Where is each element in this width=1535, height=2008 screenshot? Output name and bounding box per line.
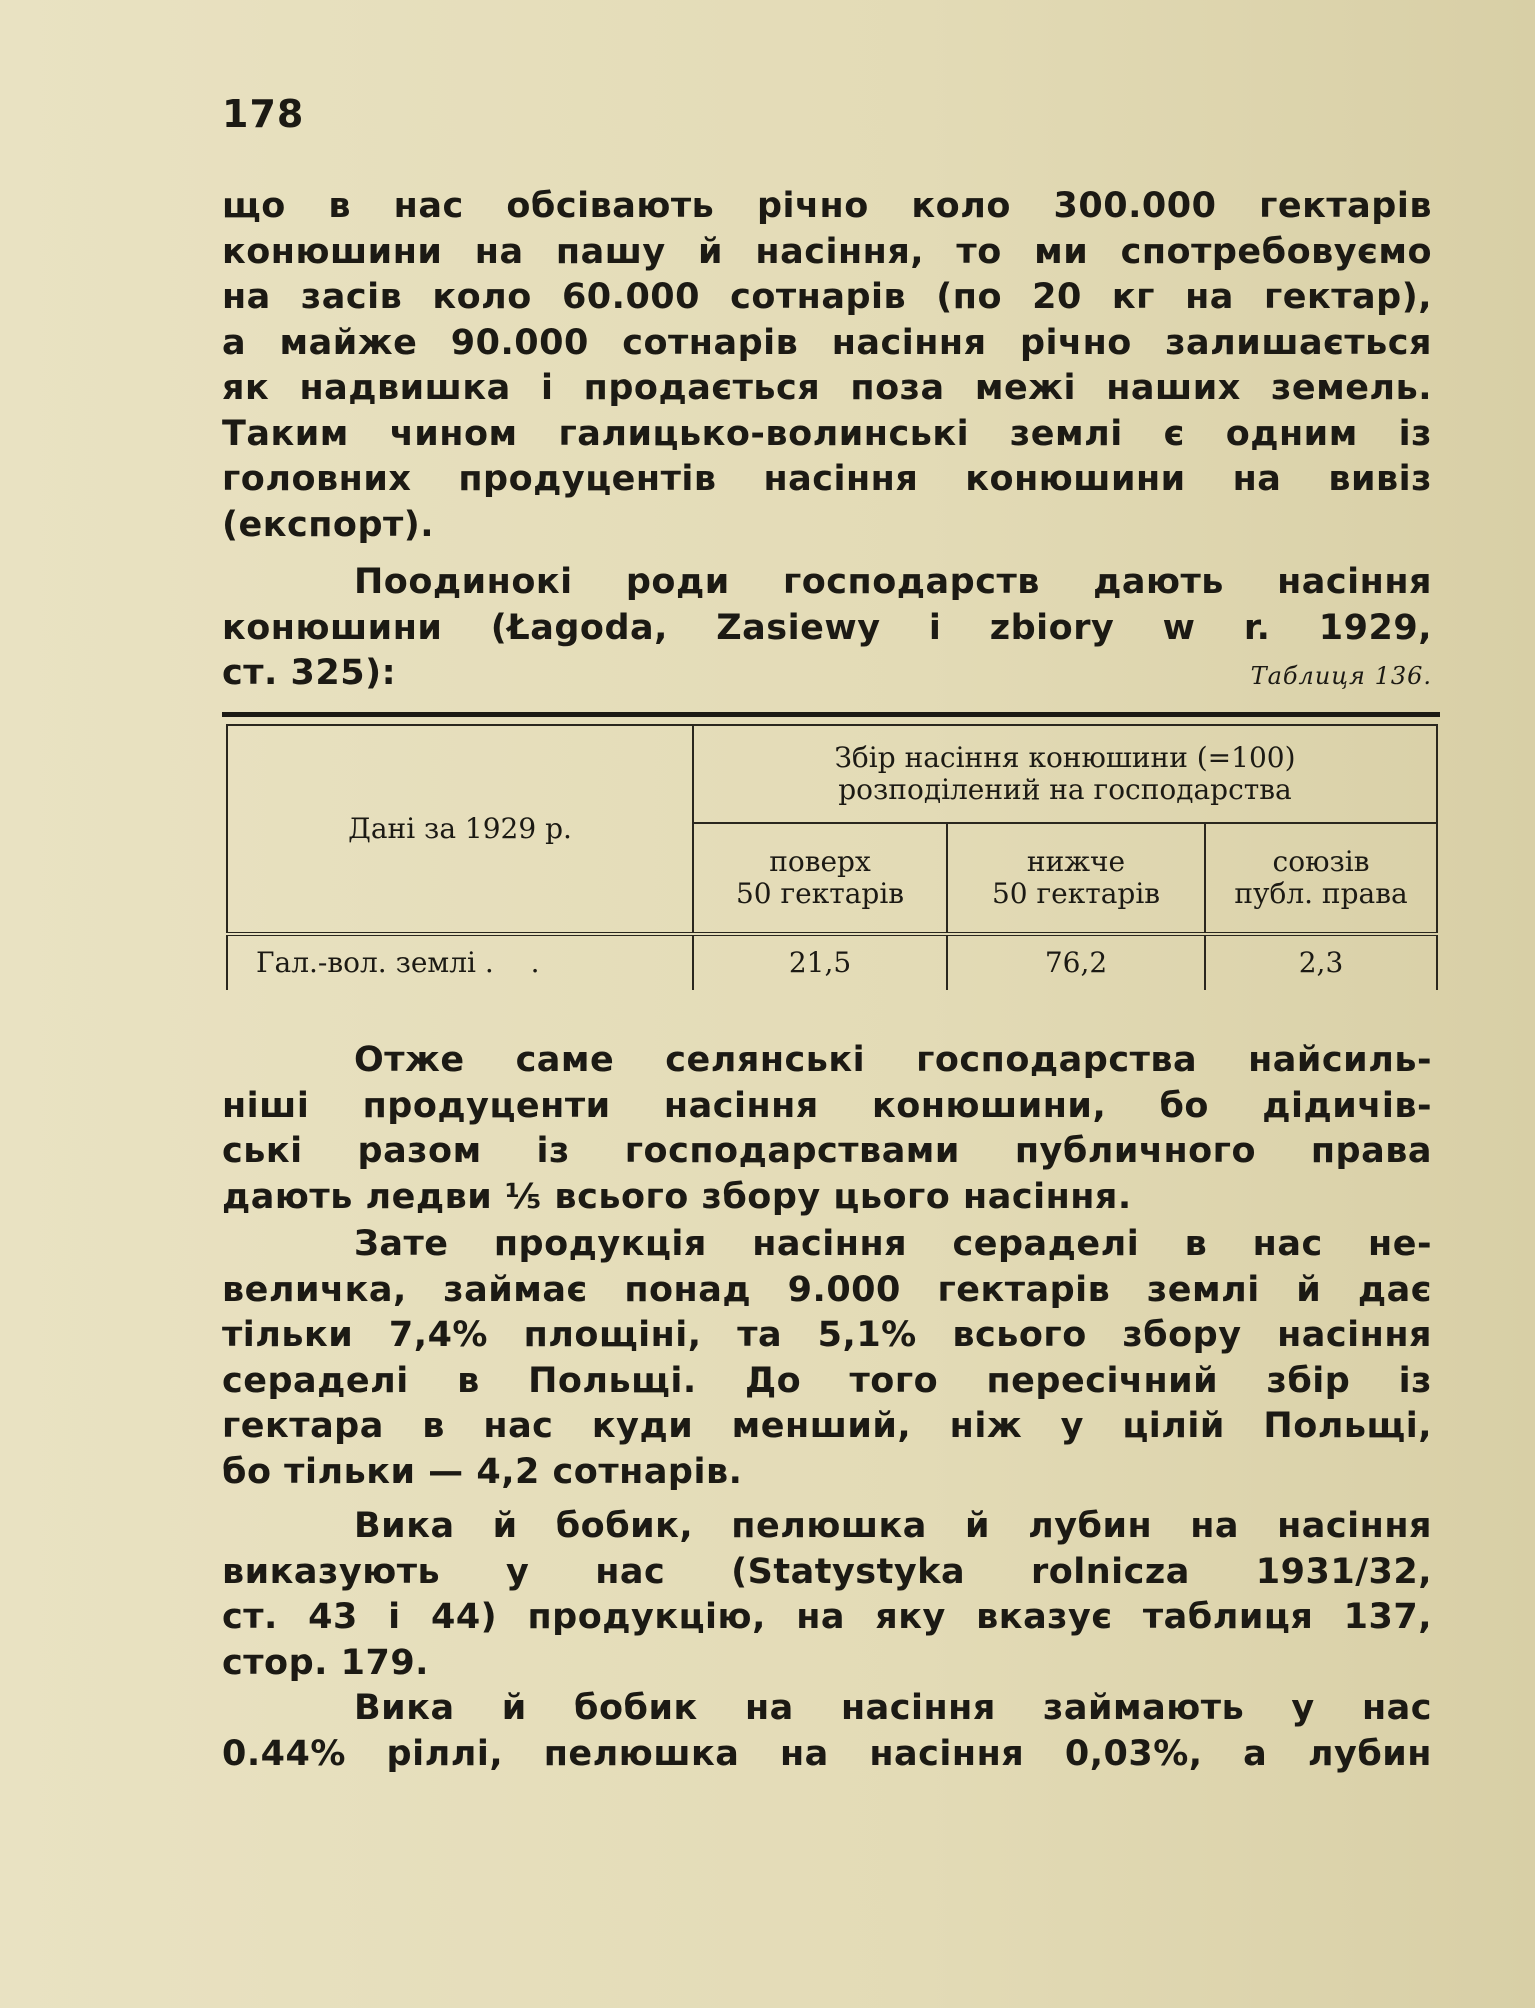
table-row xyxy=(227,934,1437,990)
column-header-line: 50 гектарів xyxy=(735,877,905,910)
text-line: виказують у нас (Statystyka rolnicza 1931/32, xyxy=(222,1551,1432,1592)
text-line: величка, займає понад 9.000 гектарів землі й дає xyxy=(222,1269,1432,1310)
text-line: на засів коло 60.000 сотнарів (по 20 кг на гектар), xyxy=(222,277,1432,317)
text-line: як надвишка і продається поза межі наших земель. xyxy=(222,368,1432,408)
text-line: тільки 7,4% площіні, та 5,1% всього збору насіння xyxy=(222,1315,1432,1355)
row-header-cell: Дані за 1929 р. xyxy=(227,725,693,934)
group-header-line: Збір насіння конюшини (=100) xyxy=(834,741,1296,774)
text-line: Поодинокі роди господарств дають насіння xyxy=(354,562,1432,602)
paragraph-1 xyxy=(222,184,1432,548)
text-line: сераделі в Польщі. До того пересічний збір із xyxy=(222,1360,1432,1401)
text-line: що в нас обсівають річно коло 300.000 гектарів xyxy=(222,186,1432,226)
text-line: гектара в нас куди менший, ніж у цілій Польщі, xyxy=(222,1406,1432,1446)
reference-line xyxy=(222,651,1432,700)
row-label-cell xyxy=(227,934,693,990)
text-line: (експорт). xyxy=(222,504,435,545)
paragraph-5 xyxy=(222,1504,1432,1686)
text-line: Вика й бобик, пелюшка й лубин на насіння xyxy=(354,1506,1432,1546)
leader-dots: . . xyxy=(484,946,554,979)
text-line: ські разом із господарствами публичного права xyxy=(222,1131,1432,1171)
column-header-line: 50 гектарів xyxy=(991,877,1161,910)
text-line: бо тільки — 4,2 сотнарів. xyxy=(222,1451,743,1492)
reference-text: ст. 325): xyxy=(222,653,397,693)
column-header-line: союзів xyxy=(1272,845,1370,878)
table-label: Таблиця 136. xyxy=(1250,662,1432,690)
paragraph-2 xyxy=(222,560,1432,700)
text-line: а майже 90.000 сотнарів насіння річно залишається xyxy=(222,322,1432,363)
paragraph-6 xyxy=(222,1686,1432,1777)
text-line: головних продуцентів насіння конюшини на вивіз xyxy=(222,459,1432,499)
group-header-line: розподілений на господарства xyxy=(838,773,1292,806)
value-cell: 76,2 xyxy=(947,934,1205,990)
value-cell: 21,5 xyxy=(693,934,947,990)
column-header-public-unions xyxy=(1205,823,1437,934)
text-line: Зате продукція насіння сераделі в нас не- xyxy=(354,1224,1432,1264)
text-line: стор. 179. xyxy=(222,1642,429,1683)
value-cell: 2,3 xyxy=(1205,934,1437,990)
text-line: Отже саме селянські господарства найсиль- xyxy=(354,1040,1432,1080)
text-line: Вика й бобик на насіння займають у нас xyxy=(354,1688,1432,1728)
page-number: 178 xyxy=(222,92,305,136)
paragraph-3 xyxy=(222,1038,1432,1220)
column-header-over-50 xyxy=(693,823,947,934)
paragraph-4 xyxy=(222,1222,1432,1495)
text-line: ст. 43 і 44) продукцію, на яку вказує таблиця 137, xyxy=(222,1597,1432,1637)
text-line: ніші продуценти насіння конюшини, бо дідичів- xyxy=(222,1085,1432,1126)
group-header-cell xyxy=(693,725,1437,823)
column-header-line: нижче xyxy=(1026,845,1126,878)
row-label: Гал.-вол. землі xyxy=(256,946,476,979)
column-header-line: публ. права xyxy=(1234,877,1408,910)
text-line: конюшини (Łagoda, Zasiewy i zbiory w r. 1929, xyxy=(222,607,1432,648)
text-line: 0.44% ріллі, пелюшка на насіння 0,03%, а лубин xyxy=(222,1733,1432,1774)
column-header-line: поверх xyxy=(769,845,871,878)
text-line: Таким чином галицько-волинські землі є одним із xyxy=(222,413,1432,454)
text-line: конюшини на пашу й насіння, то ми спотребовуємо xyxy=(222,231,1432,272)
text-line: дають ледви ⅕ всього збору цього насіння. xyxy=(222,1176,1132,1217)
table-top-rule xyxy=(222,712,1440,717)
column-header-under-50 xyxy=(947,823,1205,934)
seed-harvest-table xyxy=(226,724,1438,990)
